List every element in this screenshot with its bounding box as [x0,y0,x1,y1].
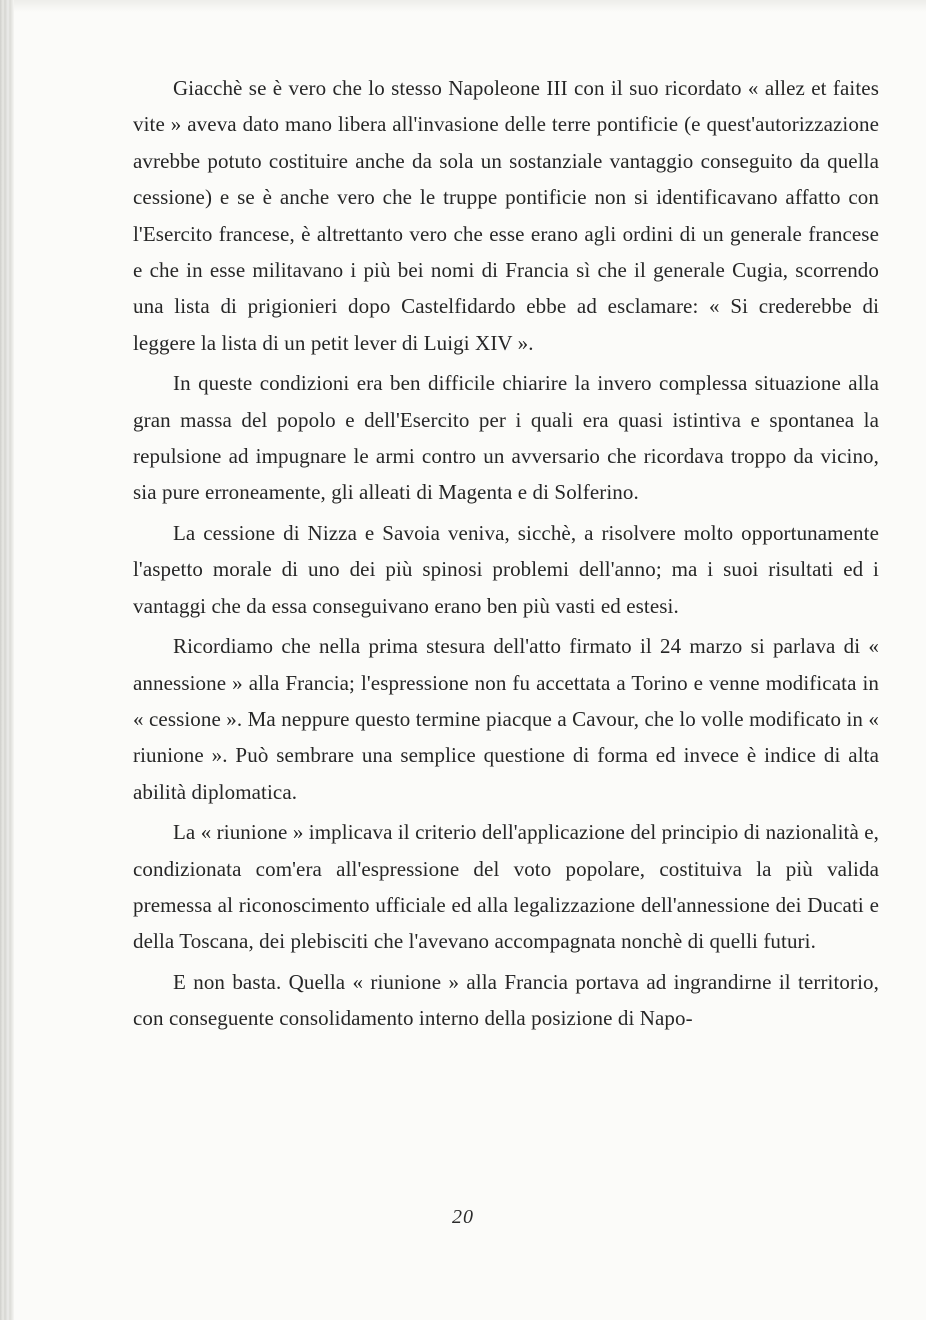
page-top-shadow [14,0,926,12]
page-binding-edge [0,0,14,1320]
paragraph-non-basta: E non basta. Quella « riunione » alla Francia portava ad ingrandirne il territorio, con conseguente consolidamento interno della posizione di Napo- [133,969,879,1031]
paragraph-annessione: Ricordiamo che nella prima stesura dell'atto firmato il 24 marzo si parlava di « annessione » alla Francia; l'espressione non fu accettata a Torino e venne modificata in « cessione ». Ma neppure questo termine piacque a Cavour, che lo volle modificato in « riunione ». Può sembrare una semplice questione di forma ed invece è indice di alta abilità diplomatica. [133,634,879,804]
body-text [133,70,879,1037]
paragraph-condizioni: In queste condizioni era ben difficile chiarire la invero complessa situazione alla gran massa del popolo e dell'Esercito per i quali era quasi istintiva e spontanea la repulsione ad impugnare le armi contro un avversario che ricordava troppo da vicino, sia pure erroneamente, gli alleati di Magenta e di Solferino. [133,371,879,505]
page-number: 20 [452,1206,474,1228]
paragraph-riunione: La « riunione » implicava il criterio dell'applicazione del principio di nazionalità e, condizionata com'era all'espressione del voto popolare, costituiva la più valida premessa al riconoscimento ufficiale ed alla legalizzazione dell'annessione dei Ducati e della Toscana, dei plebisciti che l'avevano accompagnata nonchè di quelli futuri. [133,820,879,954]
paragraph-napoleone: Giacchè se è vero che lo stesso Napoleone III con il suo ricordato « allez et faites vite » aveva dato mano libera all'invasione delle terre pontificie (e quest'autorizzazione avrebbe potuto costituire anche da sola un sostanziale vantaggio conseguito da quella cessione) e se è anche vero che le truppe pontificie non si identificavano affatto con l'Esercito francese, è altrettanto vero che esse erano agli ordini di un generale francese e che in esse militavano i più bei nomi di Francia sì che il generale Cugia, scorrendo una lista di prigionieri dopo Castelfidardo ebbe ad esclamare: « Si crederebbe di leggere la lista di un petit lever di Luigi XIV ». [133,76,879,355]
paragraph-cessione-nizza-savoia: La cessione di Nizza e Savoia veniva, sicchè, a risolvere molto opportunamente l'aspetto morale di uno dei più spinosi problemi dell'anno; ma i suoi risultati ed i vantaggi che da essa conseguivano erano ben più vasti ed estesi. [133,520,879,618]
